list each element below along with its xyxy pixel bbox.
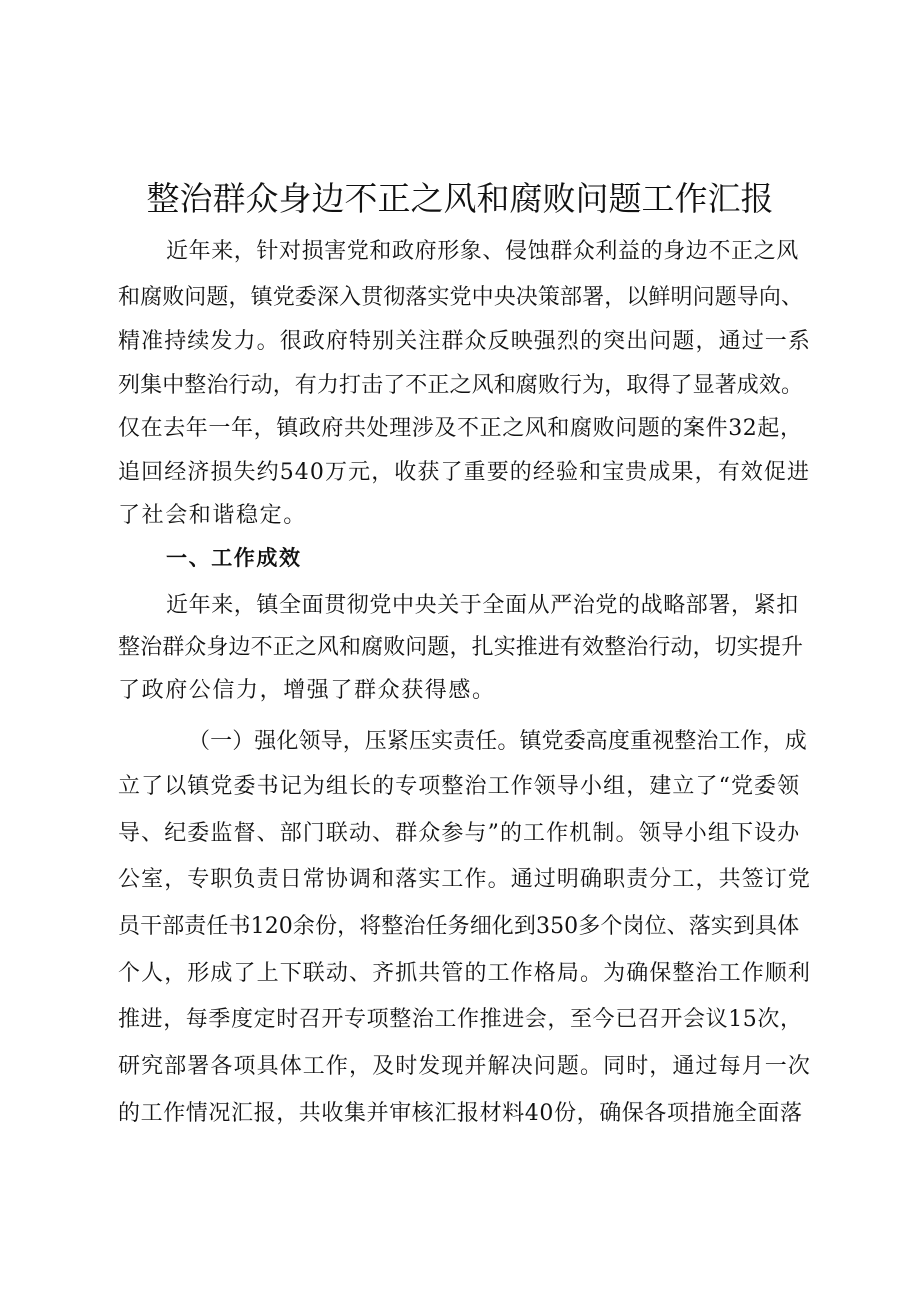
intro-line-1: 近年来，针对损害党和政府形象、侵蚀群众利益的身边不正之风: [166, 239, 799, 264]
sub1-line-3: 导、纪委监督、部门联动、群众参与”的工作机制。领导小组下设办: [118, 821, 801, 846]
document-title: 整治群众身边不正之风和腐败问题工作汇报: [146, 179, 774, 218]
sub1-line-5: 员干部责任书120余份，将整治任务细化到350多个岗位、落实到具体: [118, 914, 800, 939]
sub1-line-6: 个人，形成了上下联动、齐抓共管的工作格局。为确保整治工作顺利: [118, 961, 812, 986]
section-heading-1: 一、工作成效: [166, 546, 302, 570]
sub1-line-1: （一）强化领导，压紧压实责任。镇党委高度重视整治工作，成: [188, 729, 807, 754]
intro-line-4: 列集中整治行动，有力打击了不正之风和腐败行为，取得了显著成效。: [118, 373, 804, 398]
section1-line-2: 整治群众身边不正之风和腐败问题，扎实推进有效整治行动，切实提升: [118, 635, 804, 660]
section1-line-3: 了政府公信力，增强了群众获得感。: [118, 678, 496, 703]
intro-line-3: 精准持续发力。很政府特别关注群众反映强烈的突出问题，通过一系: [118, 329, 812, 354]
section1-line-1: 近年来，镇全面贯彻党中央关于全面从严治党的战略部署，紧扣: [166, 593, 799, 618]
intro-line-6: 追回经济损失约540万元，收获了重要的经验和宝贵成果，有效促进: [118, 460, 811, 485]
sub1-line-8: 研究部署各项具体工作，及时发现并解决问题。同时，通过每月一次: [118, 1054, 812, 1079]
sub1-line-7: 推进，每季度定时召开专项整治工作推进会，至今已召开会议15次，: [118, 1007, 803, 1032]
sub1-line-2: 立了以镇党委书记为组长的专项整治工作领导小组，建立了“党委领: [118, 774, 801, 799]
intro-line-2: 和腐败问题，镇党委深入贯彻落实党中央决策部署，以鲜明问题导向、: [118, 285, 804, 310]
sub1-line-4: 公室，专职负责日常协调和落实工作。通过明确职责分工，共签订党: [118, 867, 812, 892]
intro-line-5: 仅在去年一年，镇政府共处理涉及不正之风和腐败问题的案件32起，: [118, 416, 803, 441]
sub1-line-9: 的工作情况汇报，共收集并审核汇报材料40份，确保各项措施全面落: [118, 1101, 803, 1126]
intro-line-7: 了社会和谐稳定。: [118, 503, 307, 528]
